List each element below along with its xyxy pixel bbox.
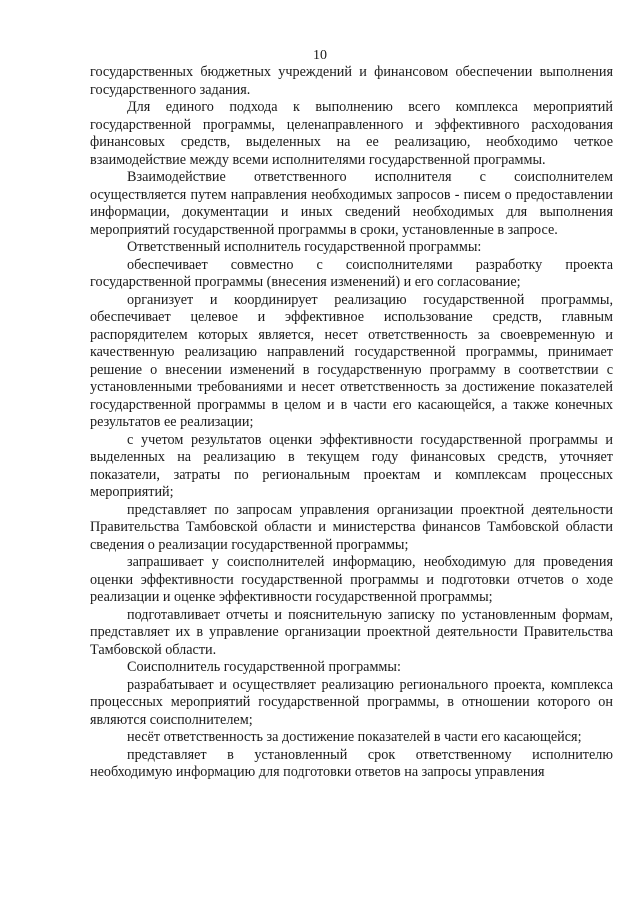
paragraph-submits-in-time: представляет в установленный срок ответственному исполнителю необходимую информацию для подготовки ответов на запросы управления <box>90 746 613 780</box>
paragraph-organizes-coordinates: организует и координирует реализацию государственной программы, обеспечивает целевое и эффективное использование средств, главным распорядителем которых является, несет ответственность за своевременную и качественную реализацию направлений государственной программы, принимает решение о внесении изменений в государственную программу в соответствии с установленными требованиями и несет ответственность за достижение показателей государственной программы в целом и в части его касающейся, а также конечных результатов ее реализации; <box>90 291 613 430</box>
paragraph-refines-indicators: с учетом результатов оценки эффективности государственной программы и выделенных на реализацию в текущем году финансовых средств, уточняет показатели, затраты по региональным проектам и комплексам процессных мероприятий; <box>90 431 613 500</box>
paragraph-co-executor-heading: Соисполнитель государственной программы: <box>127 659 401 675</box>
paragraph-responsible-executor-heading: Ответственный исполнитель государственной программы: <box>127 239 482 255</box>
paragraph-requests-information: запрашивает у соисполнителей информацию, необходимую для проведения оценки эффективности государственной программы и подготовки отчетов о ходе реализации и оценке эффективности государственной программы; <box>90 554 613 605</box>
document-body <box>90 64 613 782</box>
page-number: 10 <box>313 48 327 63</box>
paragraph-bears-responsibility: несёт ответственность за достижение показателей в части его касающейся; <box>127 729 582 745</box>
paragraph-provides-development: обеспечивает совместно с соисполнителями разработку проекта государственной программы (внесения изменений) и его согласование; <box>90 256 613 290</box>
paragraph-interaction: Взаимодействие ответственного исполнителя с соисполнителем осуществляется путем направления необходимых запросов - писем о предоставлении информации, документации и иных сведений необходимых для выполнения мероприятий государственной программы в сроки, установленные в запросе. <box>90 169 613 238</box>
paragraph-develops-implements: разрабатывает и осуществляет реализацию регионального проекта, комплекса процессных мероприятий государственной программы, в отношении которого он являются соисполнителем; <box>90 676 613 728</box>
paragraph-unified-approach: Для единого подхода к выполнению всего комплекса мероприятий государственной программы, целенаправленного и эффективного расходования финансовых средств, выделенных на ее реализацию, необходимо четкое взаимодействие между всеми исполнителями государственной программы. <box>90 99 613 168</box>
paragraph-continuation: государственных бюджетных учреждений и финансовом обеспечении выполнения государственного задания. <box>90 64 613 98</box>
paragraph-prepares-reports: подготавливает отчеты и пояснительную записку по установленным формам, представляет их в управление организации проектной деятельности Правительства Тамбовской области. <box>90 606 613 658</box>
paragraph-submits-information: представляет по запросам управления организации проектной деятельности Правительства Тамбовской области и министерства финансов Тамбовской области сведения о реализации государственной программы; <box>90 501 613 553</box>
